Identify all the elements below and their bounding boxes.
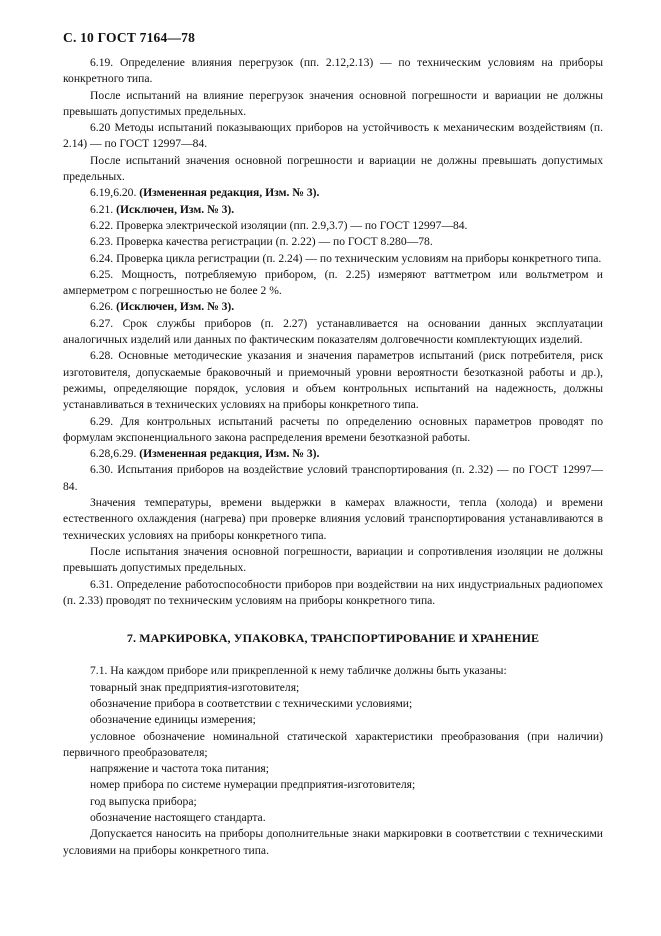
paragraph: 7.1. На каждом приборе или прикрепленной к нему табличке должны быть указаны: [90,664,507,678]
amendment-note: (Измененная редакция, Изм. № 3). [139,447,320,461]
paragraph: 6.28. Основные методические указания и значения параметров испытаний (риск потребителя, риск изготовителя, допускаемые браковочный и приемочный уровни вероятности безотказной работы и др.), режимы, определяющие порядок, условия и объем контрольных испытаний на надежность, должны устанавливаться в технических условиях на приборы конкретного типа. [63,349,603,412]
section-6-paragraphs [63,55,603,609]
paragraph: 6.29. Для контрольных испытаний расчеты по определению основных параметров проводят по формулам экспоненциального закона распределения времени безотказной работы. [63,414,603,444]
paragraph: год выпуска прибора; [90,794,197,808]
paragraph: 6.23. Проверка качества регистрации (п. 2.22) — по ГОСТ 8.280—78. [90,235,433,249]
amendment-note: (Исключен, Изм. № 3). [116,300,235,314]
paragraph: После испытаний значения основной погрешности и вариации не должны превышать допустимых предельных. [63,153,603,184]
paragraph [63,185,603,201]
paragraph: обозначение прибора в соответствии с техническими условиями; [90,696,413,710]
paragraph: После испытания значения основной погрешности, вариации и сопротивления изоляции не должны превышать допустимых предельных. [63,544,603,575]
paragraph-number: 6.21. [90,202,114,216]
paragraph: обозначение настоящего стандарта. [90,811,266,825]
paragraph [63,299,603,315]
paragraph: 6.30. Испытания приборов на воздействие условий транспортирования (п. 2.32) — по ГОСТ 12997—84. [63,463,603,493]
paragraph: 6.24. Проверка цикла регистрации (п. 2.24) — по техническим условиям на приборы конкретного типа. [90,251,602,265]
paragraph: 6.20 Методы испытаний показывающих приборов на устойчивость к механическим воздействиям (п. 2.14) — по ГОСТ 12997—84. [63,121,603,151]
document-body [63,55,603,859]
page-header: С. 10 ГОСТ 7164—78 [63,30,196,45]
paragraph: обозначение единицы измерения; [90,713,256,727]
paragraph: 6.27. Срок службы приборов (п. 2.27) устанавливается на основании данных эксплуатации аналогичных изделий или данных по фактическим показателям долговечности комплектующих изделий. [63,316,603,347]
paragraph: После испытаний на влияние перегрузок значения основной погрешности и вариации не должны превышать допустимых предельных. [63,88,603,118]
paragraph: напряжение и частота тока питания; [90,762,269,776]
paragraph-number: 6.19,6.20. [90,186,137,200]
paragraph-number: 6.28,6.29. [90,447,137,461]
paragraph: товарный знак предприятия-изготовителя; [90,680,300,694]
paragraph: Значения температуры, времени выдержки в камерах влажности, тепла (холода) и времени естественного охлаждения (нагрева) при проверке влияния условий транспортирования устанавливаются в технических условиях на приборы конкретного типа. [63,496,603,542]
paragraph: номер прибора по системе нумерации предприятия-изготовителя; [90,778,416,792]
paragraph: 6.22. Проверка электрической изоляции (пп. 2.9,3.7) — по ГОСТ 12997—84. [90,218,468,232]
paragraph: 6.19. Определение влияния перегрузок (пп. 2.12,2.13) — по техническим условиям на приборы конкретного типа. [63,56,603,86]
paragraph: 6.25. Мощность, потребляемую прибором, (п. 2.25) измеряют ваттметром или вольтметром и амперметром с погрешностью не более 2 %. [63,267,603,298]
section-7-title: 7. МАРКИРОВКА, УПАКОВКА, ТРАНСПОРТИРОВАНИЕ И ХРАНЕНИЕ [126,631,540,646]
amendment-note: (Измененная редакция, Изм. № 3). [139,186,320,200]
paragraph: Допускается наносить на приборы дополнительные знаки маркировки в соответствии с техническими условиями на приборы конкретного типа. [63,827,603,857]
paragraph-number: 6.26. [90,300,114,314]
paragraph: 6.31. Определение работоспособности приборов при воздействии на них индустриальных радиопомех (п. 2.33) проводят по техническим условиям на приборы конкретного типа. [63,577,603,607]
section-7-paragraphs [63,663,603,859]
amendment-note: (Исключен, Изм. № 3). [116,202,235,216]
paragraph [63,202,603,218]
paragraph [63,446,603,462]
paragraph: условное обозначение номинальной статической характеристики преобразования (при наличии) первичного преобразователя; [63,729,603,759]
